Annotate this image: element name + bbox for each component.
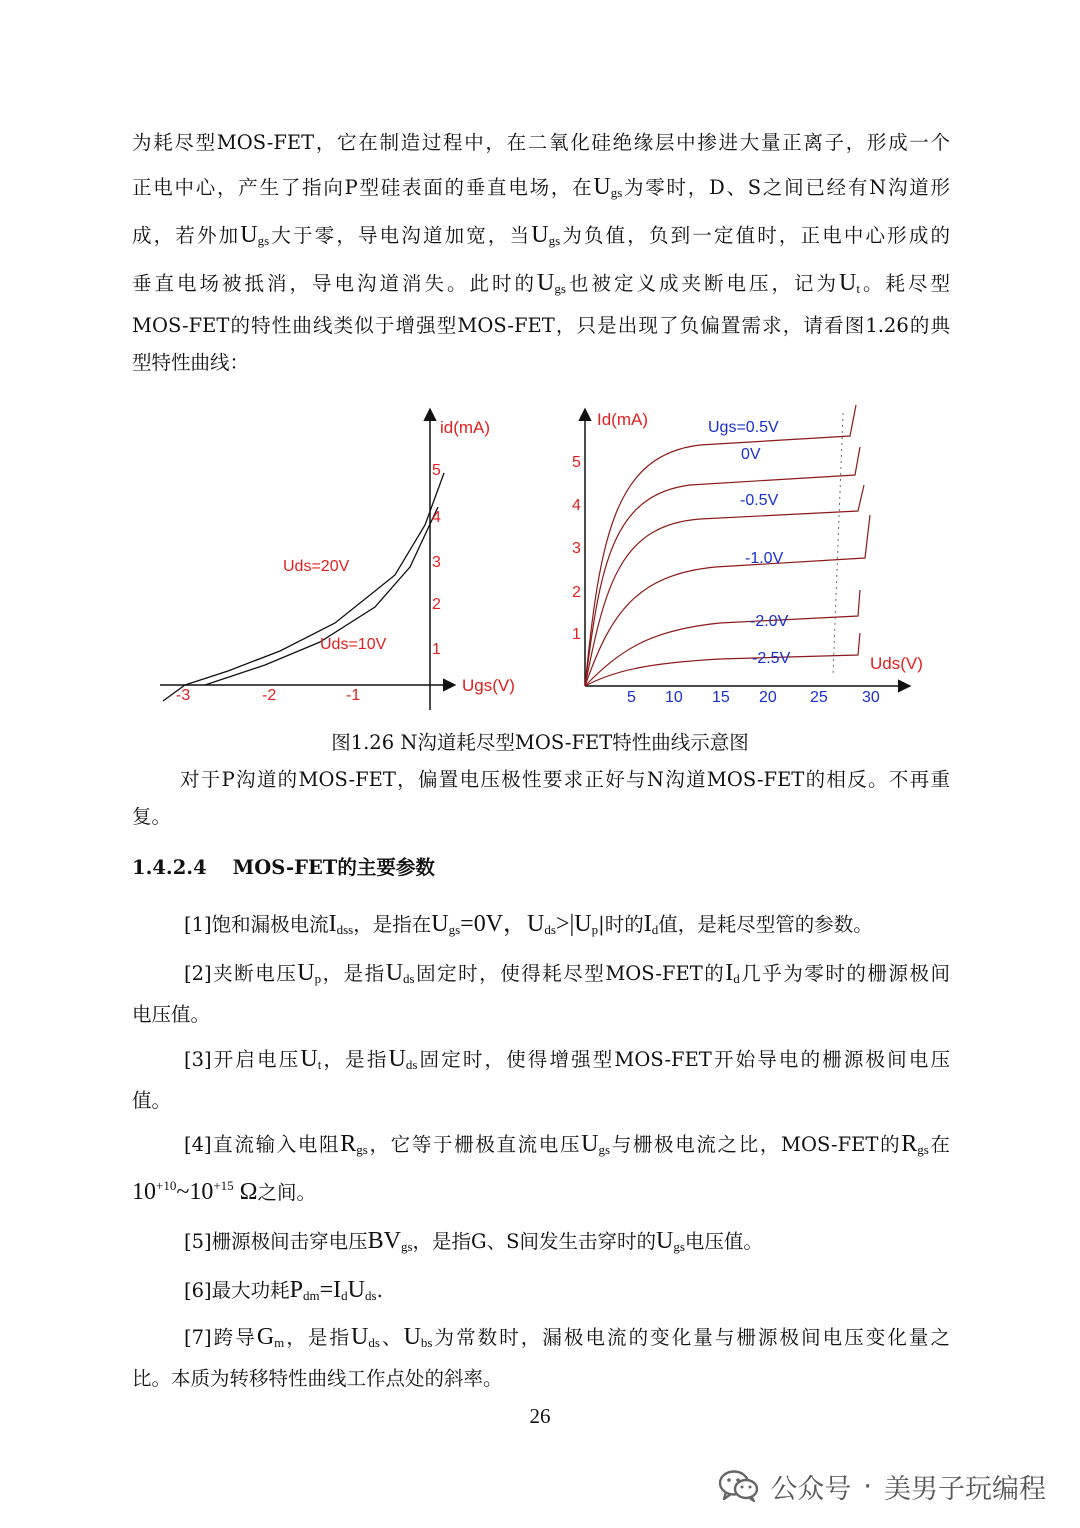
param-4-line-1: [4]直流输入电阻$R_{gs}$，它等于栅极直流电压$U_{gs}$与栅极电流之比，MOS-FET的$R_{gs}$在: [184, 1131, 950, 1157]
param-2-line-1: [2]夹断电压$U_p$，是指$U_{ds}$固定时，使得耗尽型MOS-FET的$I_d$几乎为零时的栅源极间: [184, 960, 950, 986]
right-y-tick: 5: [572, 454, 581, 471]
right-y-tick: 1: [572, 626, 581, 643]
transfer-characteristic-chart: [160, 409, 515, 710]
label-ugs-neg0.5v: -0.5V: [740, 492, 779, 509]
left-y-tick: 4: [432, 509, 441, 526]
label-ugs-neg2.5v: -2.5V: [752, 650, 791, 667]
param-5: [5]栅源极间击穿电压$BV_{gs}$，是指G、S间发生击穿时的$U_{gs}$电压值。: [184, 1228, 763, 1254]
right-x-tick: 20: [759, 689, 777, 706]
left-y-tick: 3: [432, 554, 441, 571]
right-x-tick: 5: [627, 689, 636, 706]
right-y-tick: 2: [572, 584, 581, 601]
right-y-axis-label: Id(mA): [597, 410, 648, 429]
right-x-tick: 10: [665, 689, 683, 706]
pchannel-line-2: 复。: [132, 805, 172, 828]
left-y-axis-label: id(mA): [440, 418, 491, 437]
section-heading: [132, 855, 435, 881]
section-number: 1.4.2.4: [132, 856, 207, 879]
page-number: 26: [529, 1404, 551, 1428]
intro-line-1: 为耗尽型MOS-FET，它在制造过程中，在二氧化硅绝缘层中掺进大量正离子，形成一个: [132, 131, 950, 154]
param-7-line-2: 比。本质为转移特性曲线工作点处的斜率。: [132, 1367, 503, 1390]
pchannel-line-1: 对于P沟道的MOS-FET，偏置电压极性要求正好与N沟道MOS-FET的相反。不再重: [180, 768, 950, 791]
right-x-tick: 15: [712, 689, 730, 706]
intro-line-2: 正电中心，产生了指向P型硅表面的垂直电场，在$U_{gs}$为零时，D、S之间已经有N沟道形: [132, 174, 950, 200]
figure-caption: 图1.26 N沟道耗尽型MOS-FET特性曲线示意图: [331, 731, 749, 754]
param-2-line-2: 电压值。: [132, 1003, 211, 1026]
intro-line-5: MOS-FET的特性曲线类似于增强型MOS-FET，只是出现了负偏置需求，请看图1.26的典: [132, 314, 950, 337]
curve-ugs-0.5v: [585, 405, 856, 686]
left-y-tick: 1: [432, 641, 441, 658]
watermark-account-name: 美男子玩编程: [884, 1473, 1046, 1505]
characteristic-curves-figure: [0, 395, 1080, 720]
param-6: [6]最大功耗$P_{dm}=I_dU_{ds}$.: [184, 1277, 383, 1303]
left-y-tick: 2: [432, 596, 441, 613]
curve-ugs-neg2.0v: [585, 590, 860, 686]
intro-line-4: 垂直电场被抵消，导电沟道消失。此时的$U_{gs}$也被定义成夹断电压，记为$U_t$。耗尽型: [132, 270, 950, 296]
left-x-tick: -1: [346, 687, 361, 704]
intro-line-3: 成，若外加$U_{gs}$大于零，导电沟道加宽，当$U_{gs}$为负值，负到一定值时，正电中心形成的: [132, 222, 950, 248]
left-x-tick: -2: [262, 687, 277, 704]
param-3-line-2: 值。: [132, 1089, 172, 1112]
label-ugs-0v: 0V: [741, 446, 761, 463]
right-y-tick: 3: [572, 540, 581, 557]
wechat-icon: [718, 1468, 760, 1504]
section-title: MOS-FET的主要参数: [232, 856, 435, 879]
label-ugs-neg1.0v: -1.0V: [745, 550, 784, 567]
right-x-tick: 25: [810, 689, 828, 706]
wechat-watermark: [718, 1466, 1046, 1506]
curve-uds-20v: [163, 473, 444, 701]
label-uds-20v: Uds=20V: [283, 558, 350, 575]
param-7-line-1: [7]跨导$G_m$，是指$U_{ds}$、$U_{bs}$为常数时，漏极电流的变化量与栅源极间电压变化量之: [184, 1324, 950, 1350]
right-x-axis-label: Uds(V): [870, 654, 923, 673]
curve-uds-10v: [205, 507, 438, 685]
watermark-label: 公众号: [770, 1473, 852, 1505]
label-ugs-0.5v: Ugs=0.5V: [708, 419, 779, 436]
label-ugs-neg2.0v: -2.0V: [750, 613, 789, 630]
left-y-tick: 5: [432, 462, 441, 479]
curve-ugs-neg2.5v: [585, 633, 860, 686]
left-x-tick: -3: [176, 687, 191, 704]
right-y-tick: 4: [572, 497, 581, 514]
intro-line-6: 型特性曲线：: [132, 351, 250, 374]
breakdown-boundary-line: [833, 413, 843, 675]
param-4-line-2: $10^{+10}\sim 10^{+15}$ Ω之间。: [132, 1178, 317, 1205]
label-uds-10v: Uds=10V: [320, 636, 387, 653]
watermark-separator: ·: [863, 1470, 872, 1502]
param-1: [1]饱和漏极电流$I_{dss}$，是指在$U_{gs}=0V$，$U_{ds}>|U_p|$时的$I_d$值，是耗尽型管的参数。: [184, 911, 873, 937]
curve-ugs-neg1.0v: [585, 515, 870, 686]
right-x-tick: 30: [862, 689, 880, 706]
left-x-axis-label: Ugs(V): [462, 676, 515, 695]
param-3-line-1: [3]开启电压$U_t$，是指$U_{ds}$固定时，使得增强型MOS-FET开始导电的栅源极间电压: [184, 1046, 950, 1072]
output-characteristic-chart: [572, 405, 923, 706]
